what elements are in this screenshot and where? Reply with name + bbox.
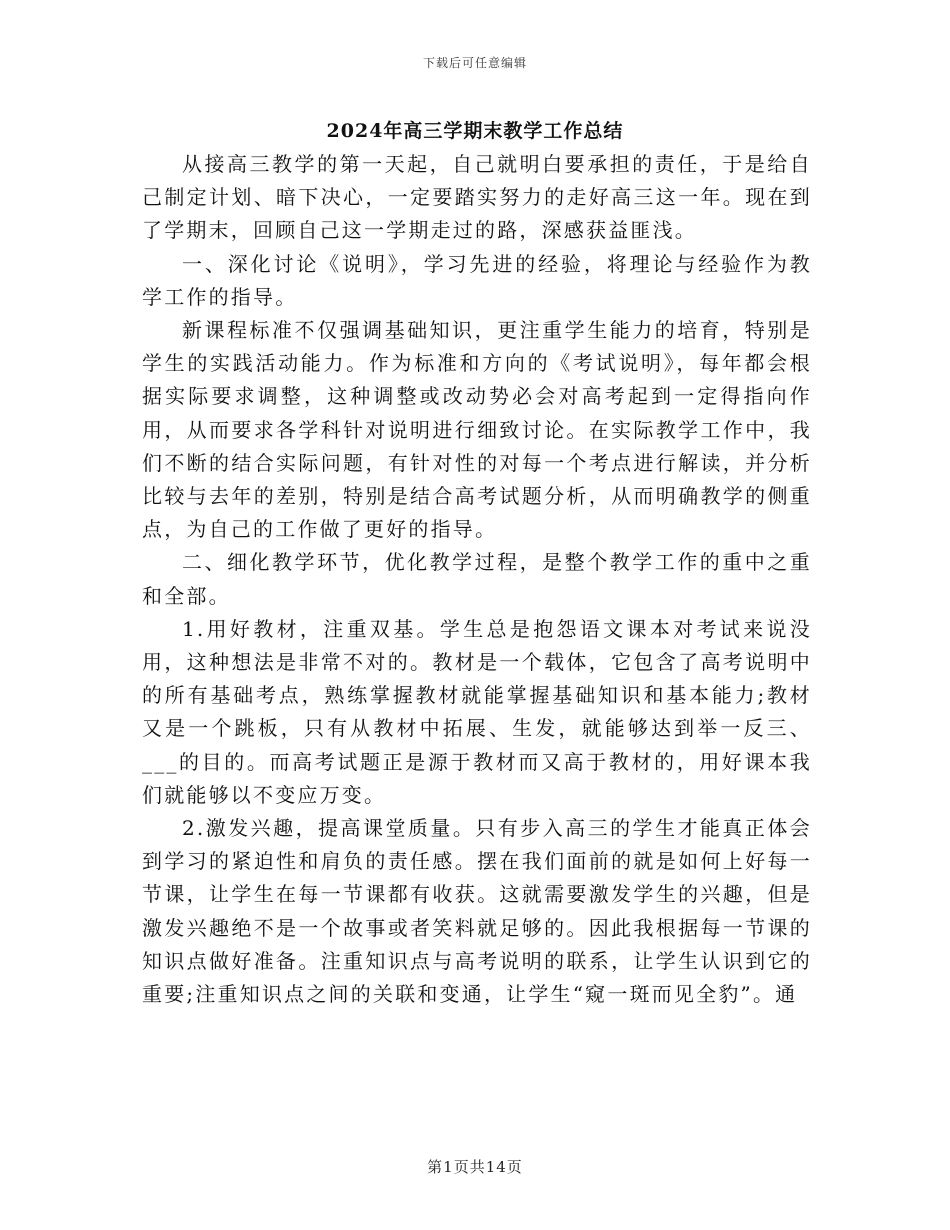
paragraph-section-1-heading: 一、深化讨论《说明》，学习先进的经验，将理论与经验作为教学工作的指导。 <box>142 251 812 309</box>
document-body <box>142 148 812 1011</box>
paragraph-point-2: 2.激发兴趣，提高课堂质量。只有步入高三的学生才能真正体会到学习的紧迫性和肩负的责任感。摆在我们面前的就是如何上好每一节课，让学生在每一节课都有收获。这就需要激发学生的兴趣，但是激发兴趣绝不是一个故事或者笑料就足够的。因此我根据每一节课的知识点做好准备。注重知识点与高考说明的联系，让学生认识到它的重要;注重知识点之间的关联和变通，让学生“窥一斑而见全豹”。通 <box>142 816 812 1007</box>
page-footer: 第1页共14页 <box>427 1158 523 1176</box>
document-title: 2024年高三学期末教学工作总结 <box>326 120 624 142</box>
paragraph-section-1-body: 新课程标准不仅强调基础知识，更注重学生能力的培育，特别是学生的实践活动能力。作为标准和方向的《考试说明》，每年都会根据实际要求调整，这种调整或改动势必会对高考起到一定得指向作用，从而要求各学科针对说明进行细致讨论。在实际教学工作中，我们不断的结合实际问题，有针对性的对每一个考点进行解读，并分析比较与去年的差别，特别是结合高考试题分析，从而明确教学的侧重点，为自己的工作做了更好的指导。 <box>142 318 812 542</box>
header-note: 下载后可任意编辑 <box>422 56 527 70</box>
paragraph-intro: 从接高三教学的第一天起，自己就明白要承担的责任，于是给自己制定计划、暗下决心，一定要踏实努力的走好高三这一年。现在到了学期末，回顾自己这一学期走过的路，深感获益匪浅。 <box>142 152 812 243</box>
paragraph-section-2-heading: 二、细化教学环节，优化教学过程，是整个教学工作的重中之重和全部。 <box>142 550 812 608</box>
paragraph-point-1: 1.用好教材，注重双基。学生总是抱怨语文课本对考试来说没用，这种想法是非常不对的。教材是一个载体，它包含了高考说明中的所有基础考点，熟练掌握教材就能掌握基础知识和基本能力;教材又是一个跳板，只有从教材中拓展、生发，就能够达到举一反三、___的目的。而高考试题正是源于教材而又高于教材的，用好课本我们就能够以不变应万变。 <box>142 616 812 807</box>
